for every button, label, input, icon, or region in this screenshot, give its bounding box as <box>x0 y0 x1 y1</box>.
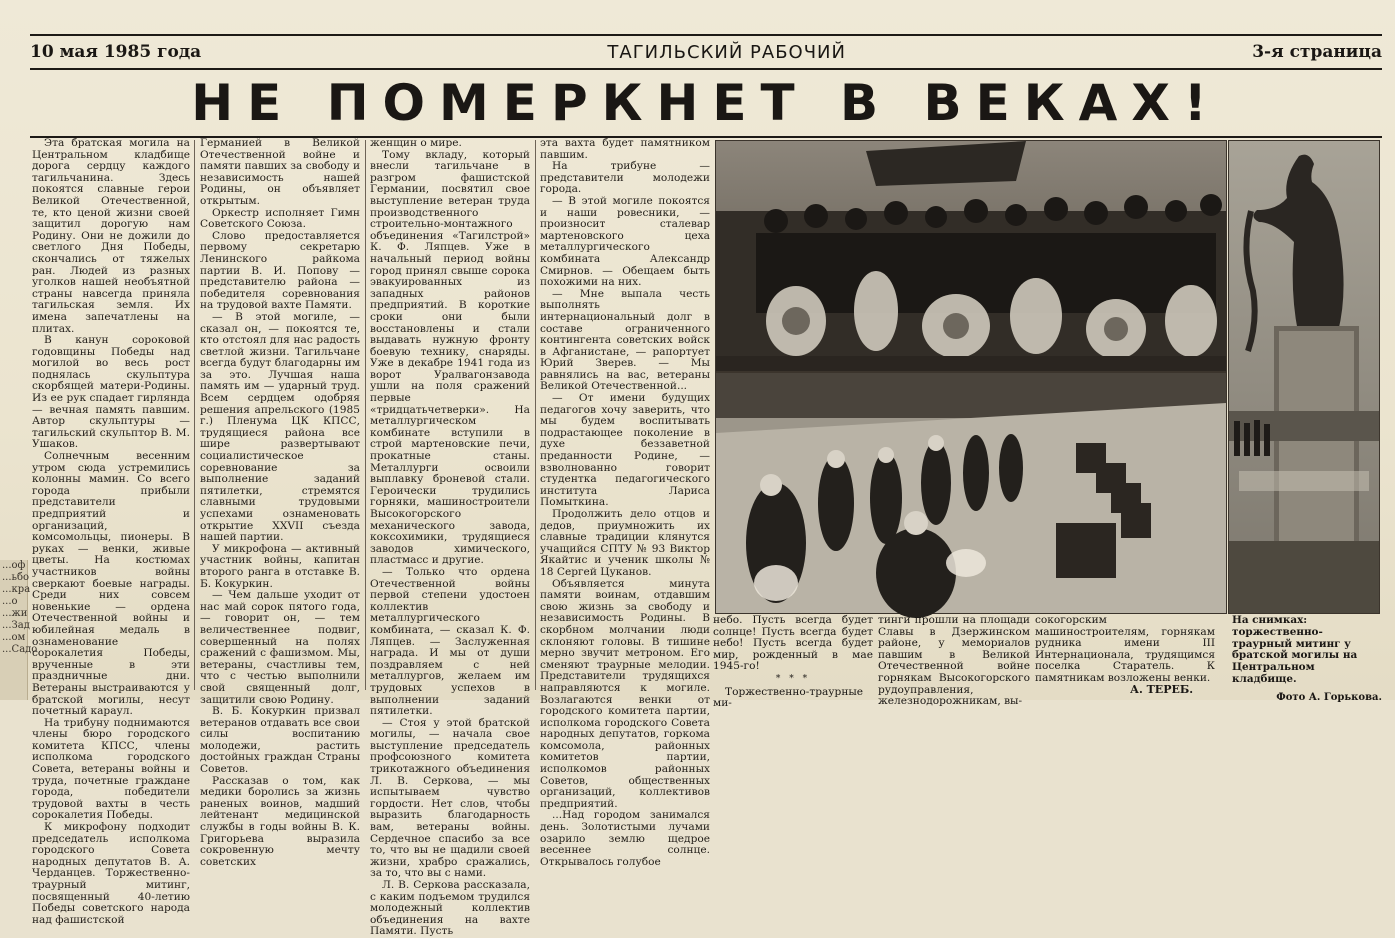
article-column-1 <box>32 137 190 926</box>
section-separator-stars: * * * <box>775 673 811 684</box>
masthead-date: 10 мая 1985 года <box>30 42 202 62</box>
article-column-3 <box>370 137 530 938</box>
paragraph: Продолжить дело отцов и дедов, приумножить их славные традиции клянутся учащийся СПТУ № 93 Виктор Якайтис и ученик школы № 18 Сергей Цуканов. <box>540 508 710 578</box>
photo-crowd-with-wreaths <box>715 140 1227 372</box>
paragraph: К микрофону подходит председатель исполкома городского Совета народных депутатов В. А. Черданцев. Торжественно-траурный митинг, посвященный 40-летию Победы советского народа над фашистской <box>32 821 190 926</box>
column-divider <box>535 140 536 690</box>
paragraph: — Стоя у этой братской могилы, — начала свое выступление председатель профсоюзного комитета трикотажного объединения Л. В. Серкова, — мы испытываем чувство гордости. Нет слов, чтобы выразить благодарность вам, ветераны войны. Сердечное спасибо за все то, что вы не щадили своей жизни, храбро сражались, за то, что вы с нами. <box>370 716 530 880</box>
paragraph: Солнечным весенним утром сюда устремились колонны мамин. Со всего города прибыли представители предприятий и организаций, комсомольцы, пионеры. В руках — венки, живые цветы. На костюмах участников войны сверкают боевые награды. Среди них совсем новенькие — ордена Отечественной войны и юбилейная медаль в ознаменование сорокалетия Победы, врученные в эти праздничные дни. Ветераны выстраиваются у братской могилы, несут почетный караул. <box>32 450 190 718</box>
paragraph: В. Б. Кокуркин призвал ветеранов отдавать все свои силы воспитанию молодежи, растить достойных граждан Страны Советов. <box>200 705 360 776</box>
paragraph: Объявляется минута памяти воинам, отдавшим свою жизнь за свободу и независимость Родины. В скорбном молчании люди склоняют головы. В тишине мерно звучит метроном. Его сменяют траурные мелодии. Представители трудящихся направляются к могиле. Возлагаются венки от городского комитета партии, исполкома городского Совета народных депутатов, горкома комсомола, районных комитетов партии, исполкомов районных Советов, общественных организаций, коллективов предприятий. <box>540 577 710 810</box>
left-margin-strip <box>0 560 38 700</box>
paragraph: небо. Пусть всегда будет солнце! Пусть всегда будет небо! Пусть всегда будет мир, рожденный в мае 1945-го! <box>713 614 873 673</box>
paragraph: Рассказав о том, как медики боролись за жизнь раненых воинов, мадший лейтенант медицинской службы в годы войны В. К. Григорьева выразила сокровенную мечту советских <box>200 774 360 868</box>
paragraph: — Только что ордена Отечественной войны первой степени удостоен коллектив металлургического комбината, — сказал К. Ф. Ляпцев. — Заслуженная награда. И мы от души поздравляем с ней металлургов, желаем им трудовых успехов в выполнении заданий пятилетки. <box>370 565 530 718</box>
column-divider <box>365 140 366 690</box>
paragraph: — В этой могиле, — сказал он, — покоятся те, кто отстоял для нас радость светлой жизни. Тагильчане всегда будут благодарны им за это. Лучшая наша память им — ударный труд. Всем сердцем одобряя решения апрельского (1985 г.) Пленума ЦК КПСС, трудящиеся района все шире развертывают социалистическое соревнование за выполнение заданий пятилетки, стремятся славными трудовыми успехами ознаменовать открытие XXVII съезда нашей партии. <box>200 310 360 544</box>
photo-people-at-graves <box>715 372 1227 614</box>
photo-caption <box>1232 614 1382 703</box>
paragraph: тинги прошли на площади Славы в Дзержинском районе, у мемориалов павшим в Великой Отечественной войне горнякам Высокогорского рудоуправления, железнодорожникам, вы- <box>878 614 1030 708</box>
paragraph: — От имени будущих педагогов хочу заверить, что мы будем воспитывать подрастающее поколение в духе беззаветной преданности Родине, — взволнованно говорит студентка педагогического института Лариса Помыткина. <box>540 392 710 509</box>
paragraph: В канун сороковой годовщины Победы над могилой во весь рост поднялась скульптура скорбящей матери-Родины. Из ее рук спадает гирлянда — вечная память павшим. Автор скульптуры — тагильский скульптор В. М. Ушаков. <box>32 334 190 451</box>
author-signature: А. ТЕРЕБ. <box>1130 683 1194 696</box>
paragraph: эта вахта будет памятником павшим. <box>540 137 710 161</box>
masthead-paper-name: ТАГИЛЬСКИЙ РАБОЧИЙ <box>607 41 846 63</box>
paragraph: Оркестр исполняет Гимн Советского Союза. <box>200 206 360 231</box>
photo-statue-graphic <box>1229 141 1379 613</box>
headline: НЕ ПОМЕРКНЕТ В ВЕКАХ! <box>30 70 1382 138</box>
paragraph: Эта братская могила на Центральном кладбище дорога сердцу каждого тагильчанина. Здесь покоятся славные герои Великой Отечественной, те, кто ценой жизни своей защитил дорогую нам Родину. Они не дожили до светлого Дня Победы, скончались от тяжелых ран. Людей из разных уголков нашей необъятной страны навсегда приняла тагильская земля. Их имена запечатлены на плитах. <box>32 137 190 335</box>
bottom-column-2 <box>878 614 1030 708</box>
paragraph: — Чем дальше уходит от нас май сорок пятого года, — говорит он, — тем величественнее подвиг, совершенный на полях сражений с фашизмом. Мы, ветераны, счастливы тем, что с честью выполнили свой священный долг, защитили свою Родину. <box>200 589 360 706</box>
caption-text: На снимках: торжественно-траурный митинг у братской могилы на Центральном кладбище. <box>1232 614 1358 685</box>
paragraph: — В этой могиле покоятся и наши ровесники, — произносит сталевар мартеновского цеха металлургического комбината Александр Смирнов. — Обещаем быть похожими на них. <box>540 194 710 289</box>
bottom-column-1 <box>713 614 873 710</box>
paragraph: ...Над городом занимался день. Золотистыми лучами озарило землю щедрое весеннее солнце. Открывалось голубое <box>540 809 710 868</box>
column-divider <box>194 140 195 690</box>
paragraph: сокогорским машиностроителям, горнякам рудника имени III Интернационала, трудящимся поселка Старатель. К памятникам возложены венки. <box>1035 614 1215 684</box>
article-column-2 <box>200 137 360 868</box>
article-column-4 <box>540 137 710 868</box>
paragraph: На трибуну поднимаются члены бюро городского комитета КПСС, члены исполкома городского Совета, ветераны войны и труда, почетные граждане города, победители трудовой вахты в честь сорокалетия Победы. <box>32 716 190 822</box>
paragraph: На трибуне — представители молодежи города. <box>540 160 710 196</box>
paragraph: женщин о мире. <box>370 137 462 149</box>
photo-credit: Фото А. Горькова. <box>1276 691 1382 703</box>
paragraph: У микрофона — активный участник войны, капитан второго ранга в отставке В. Б. Кокуркин. <box>200 542 360 590</box>
left-margin-text: ...оф ...ьбо ...кра ...о ...жи ...Зад ...ом ...Садо <box>2 560 38 655</box>
photo-graves-graphic <box>716 373 1226 613</box>
paragraph: Торжественно-траурные ми- <box>713 685 864 710</box>
photo-mother-statue <box>1228 140 1380 614</box>
paragraph: Л. В. Серкова рассказала, с каким подъемом трудился молодежный коллектив объединения на вахте Памяти. Пусть <box>370 879 530 938</box>
paragraph: Слово предоставляется первому секретарю Ленинского райкома партии В. И. Попову — представителю района — победителя соревнования на трудовой вахте Памяти. <box>200 229 360 312</box>
paragraph: Германией в Великой Отечественной войне и памяти павших за свободу и независимость нашей Родины, он объявляет открытым. <box>200 137 360 207</box>
masthead-page-number: 3-я страница <box>1252 42 1382 62</box>
photo-crowd-graphic <box>716 141 1226 371</box>
paragraph: — Мне выпала честь выполнять интернациональный долг в составе ограниченного контингента советских войск в Афганистане, — рапортует Юрий Зверев. — Мы равнялись на вас, ветераны Великой Отечественной... <box>540 287 710 393</box>
paragraph: Тому вкладу, который внесли тагильчане в разгром фашистской Германии, посвятил свое выступление ветеран труда производственного строительно-монтажного объединения «Тагилстрой» К. Ф. Ляпцев. Уже в начальный период войны город принял свыше сорока эвакуированных из западных районов предприятий. В короткие сроки они были восстановлены и стали выдавать нужную фронту боевую технику, снаряды. Уже в декабре 1941 года из ворот Уралвагонзавода ушли на поля сражений первые «тридцатьчетверки». На металлургическом комбинате вступили в строй мартеновские печи, прокатные станы. Металлурги освоили выплавку броневой стали. Героически трудились горняки, машиностроители Высокогорского механического завода, коксохимики, трудящиеся заводов химического, пластмасс и другие. <box>370 148 530 567</box>
masthead <box>30 34 1382 70</box>
